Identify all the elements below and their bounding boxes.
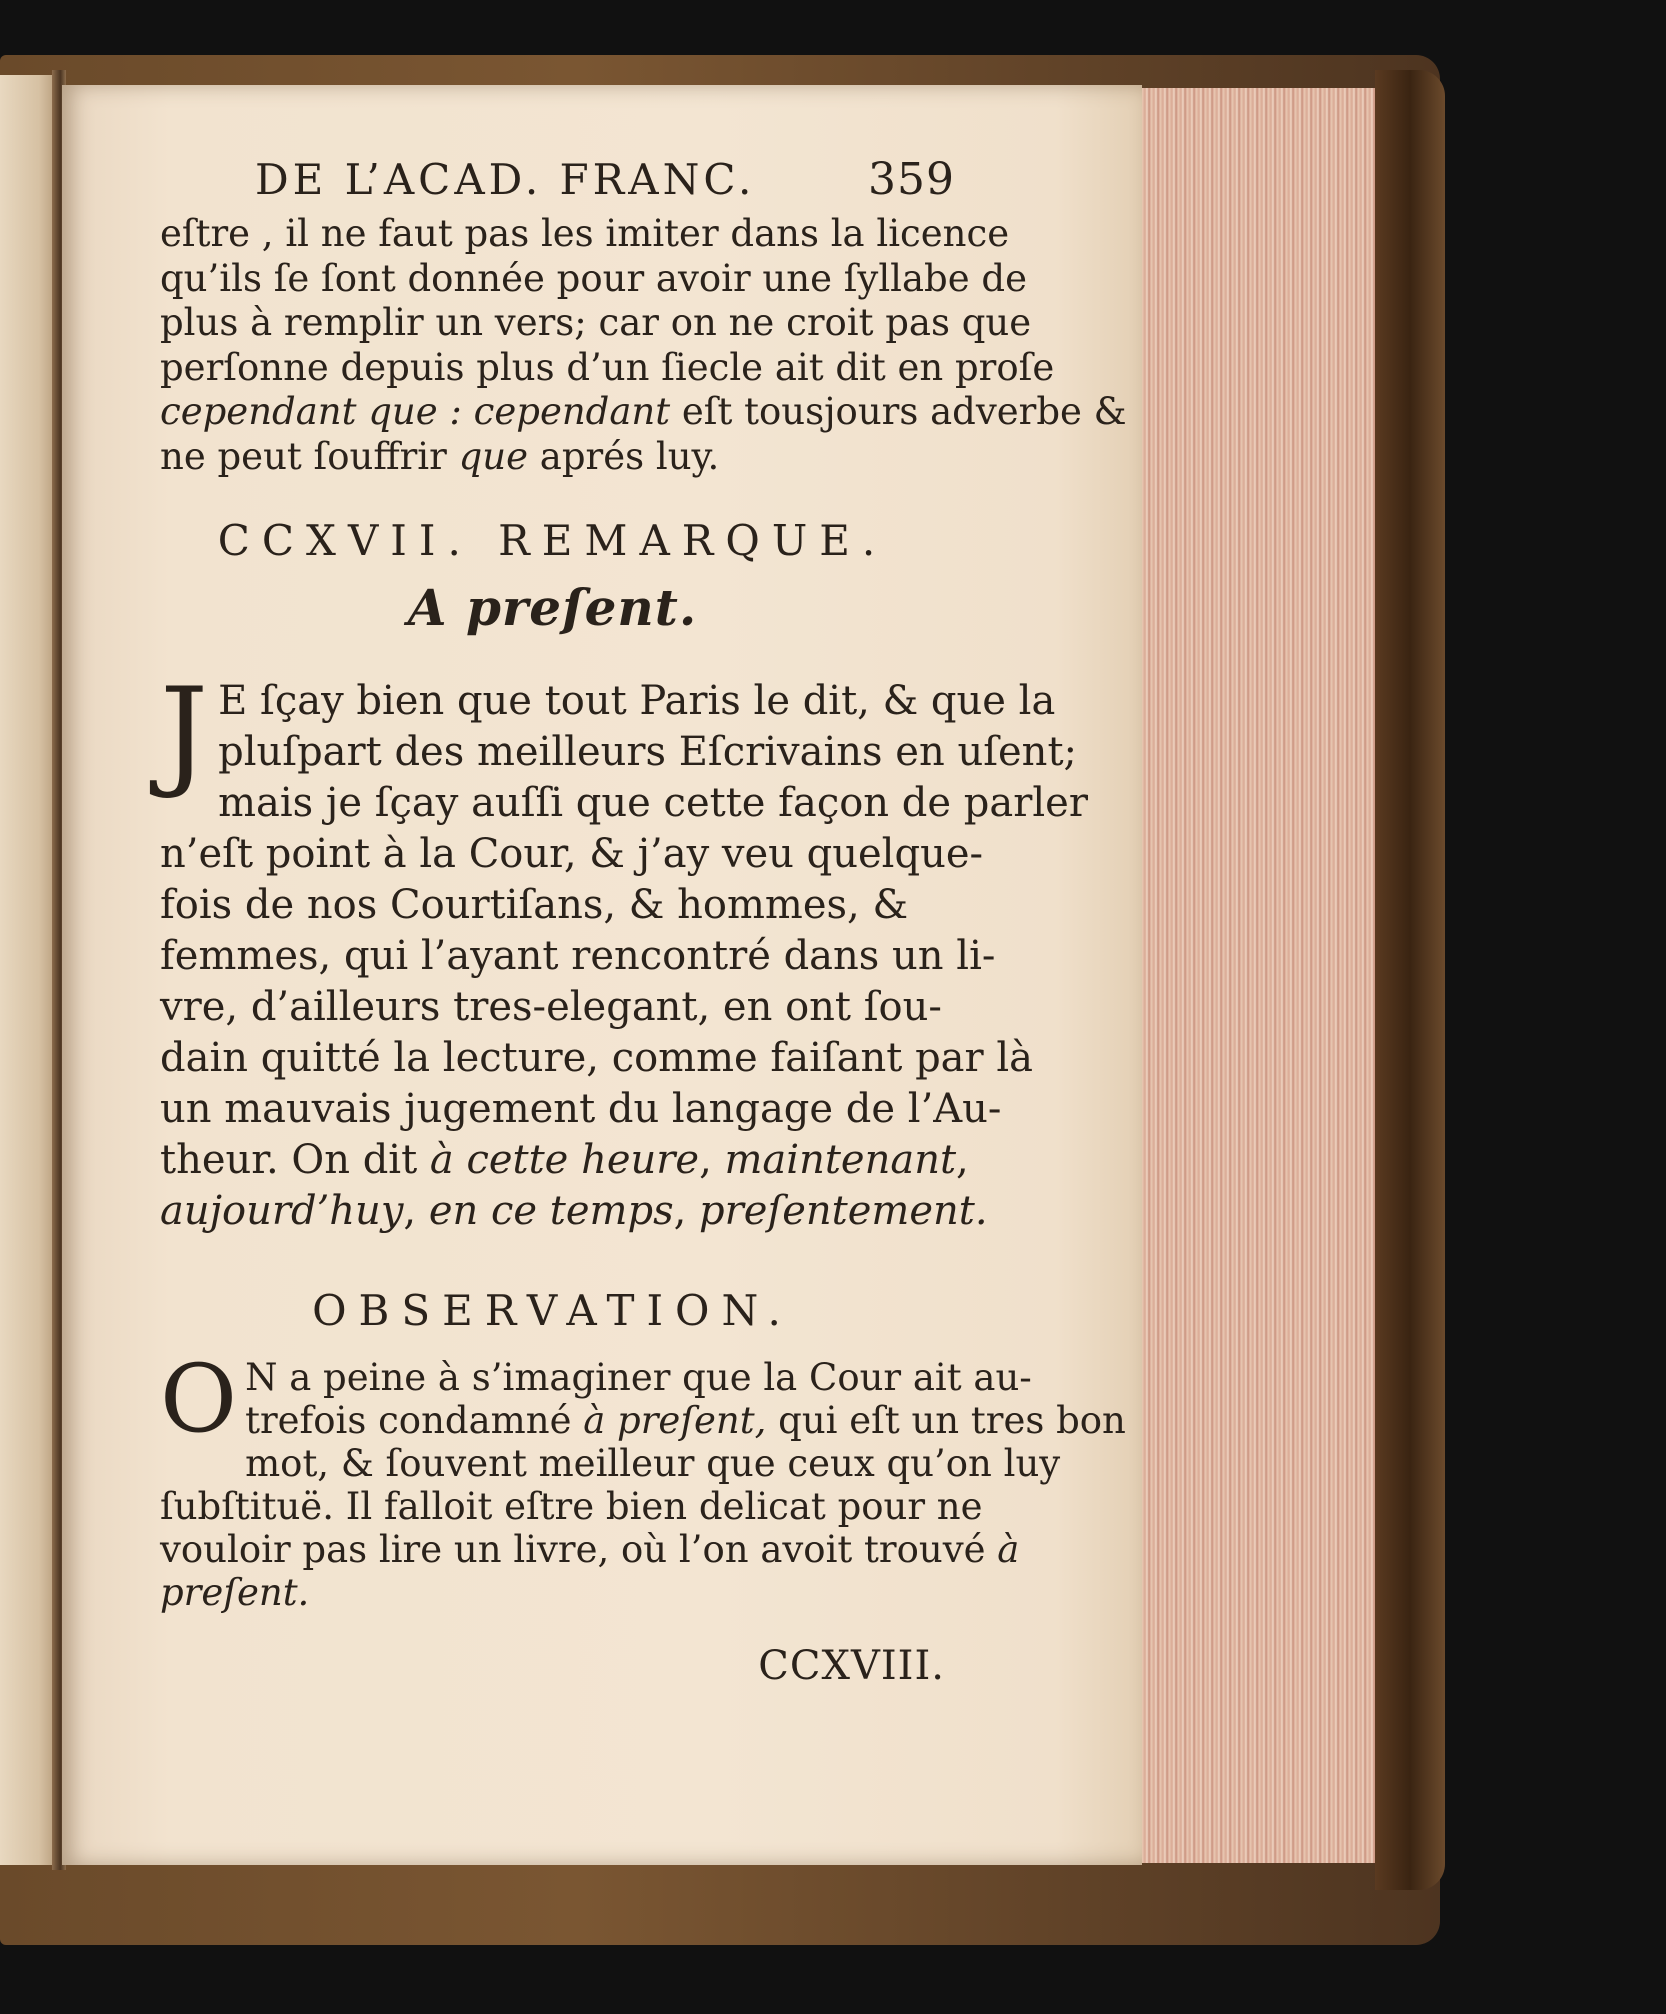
- body-line: aujourd’huy, en ce temps, preſentement.: [160, 1188, 988, 1234]
- drop-cap: O: [160, 1344, 238, 1454]
- italic-text: à: [997, 1527, 1020, 1571]
- page-fore-edge: [1142, 88, 1386, 1863]
- remarque-subheading: A preſent.: [407, 577, 698, 637]
- observation-text: trefois condamné: [245, 1398, 572, 1442]
- body-line: n’eſt point à la Cour, & j’ay veu quelque-: [160, 831, 984, 877]
- body-line: mais je ſçay auſſi que cette façon de parler: [218, 780, 1088, 826]
- body-line: fois de nos Courtiſans, & hommes, &: [160, 882, 909, 928]
- body-text: theur. On dit: [160, 1137, 418, 1183]
- body-line: femmes, qui l’ayant rencontré dans un li-: [160, 933, 996, 979]
- italic-text: maintenant: [724, 1137, 957, 1183]
- intro-text: aprés luy.: [539, 434, 720, 478]
- observation-line: [160, 1571, 945, 1614]
- remarque-heading: CCXVII. REMARQUE.: [217, 516, 888, 565]
- observation-line: [160, 1398, 1126, 1442]
- observation-heading: OBSERVATION.: [312, 1286, 793, 1335]
- italic-text: cependant que :: [160, 390, 462, 433]
- observation-line: mot, & ſouvent meilleur que ceux qu’on luy: [245, 1441, 1061, 1485]
- intro-text: ne peut ſouffrir: [160, 434, 447, 478]
- catchword: CCXVIII.: [758, 1642, 945, 1689]
- observation-text: qui eſt un tres bon: [778, 1398, 1126, 1442]
- italic-text: cependant: [473, 390, 671, 433]
- intro-text: eſt tousjours adverbe &: [681, 390, 1127, 433]
- intro-paragraph: [160, 212, 1127, 479]
- intro-line: eſtre , il ne faut pas les imiter dans la licence: [160, 212, 1010, 255]
- italic-text: preſent.: [160, 1570, 310, 1614]
- book-cover-edge: [1375, 70, 1445, 1890]
- running-head-title: DE L’ACAD. FRANC.: [255, 155, 756, 204]
- observation-line: ſubſtituë. Il falloit eſtre bien delicat pour ne: [160, 1484, 983, 1528]
- italic-text: à preſent,: [583, 1398, 767, 1442]
- drop-cap: J: [160, 663, 209, 802]
- italic-text: aujourd’huy: [160, 1188, 404, 1234]
- left-page-edge: [0, 75, 56, 1865]
- italic-text: à cette heure: [429, 1137, 700, 1183]
- italic-text: que: [458, 434, 529, 478]
- intro-line: plus à remplir un vers; car on ne croit pas que: [160, 301, 1032, 344]
- observation-line: N a peine à s’imaginer que la Cour ait au-: [245, 1355, 1032, 1399]
- italic-text: en ce temps: [428, 1188, 674, 1234]
- body-line: vre, d’ailleurs tres-elegant, en ont ſou-: [160, 984, 942, 1030]
- page-number: 359: [868, 154, 955, 205]
- intro-line: perſonne depuis plus d’un ſiecle ait dit en proſe: [160, 345, 1055, 389]
- page-text-block: [160, 150, 1127, 1689]
- observation-body: [160, 1344, 1126, 1614]
- body-line: dain quitté la lecture, comme faiſant par là: [160, 1035, 1034, 1081]
- observation-text: vouloir pas lire un livre, où l’on avoit trouvé: [160, 1527, 986, 1571]
- body-line: theur. On dit à cette heure, maintenant: [160, 1137, 957, 1183]
- body-line: pluſpart des meilleurs Eſcrivains en uſent;: [218, 729, 1077, 775]
- intro-line: [160, 390, 1127, 435]
- italic-text: preſentement.: [699, 1188, 988, 1234]
- body-line: un mauvais jugement du langage de l’Au-: [160, 1086, 1002, 1132]
- observation-line: [160, 1527, 1020, 1571]
- body-line: E ſçay bien que tout Paris le dit, & que la: [218, 678, 1056, 724]
- running-head: [160, 150, 955, 210]
- intro-line: qu’ils ſe ſont donnée pour avoir une ſyllabe de: [160, 256, 1027, 300]
- remarque-body: [160, 663, 1088, 1237]
- intro-line: [160, 435, 945, 480]
